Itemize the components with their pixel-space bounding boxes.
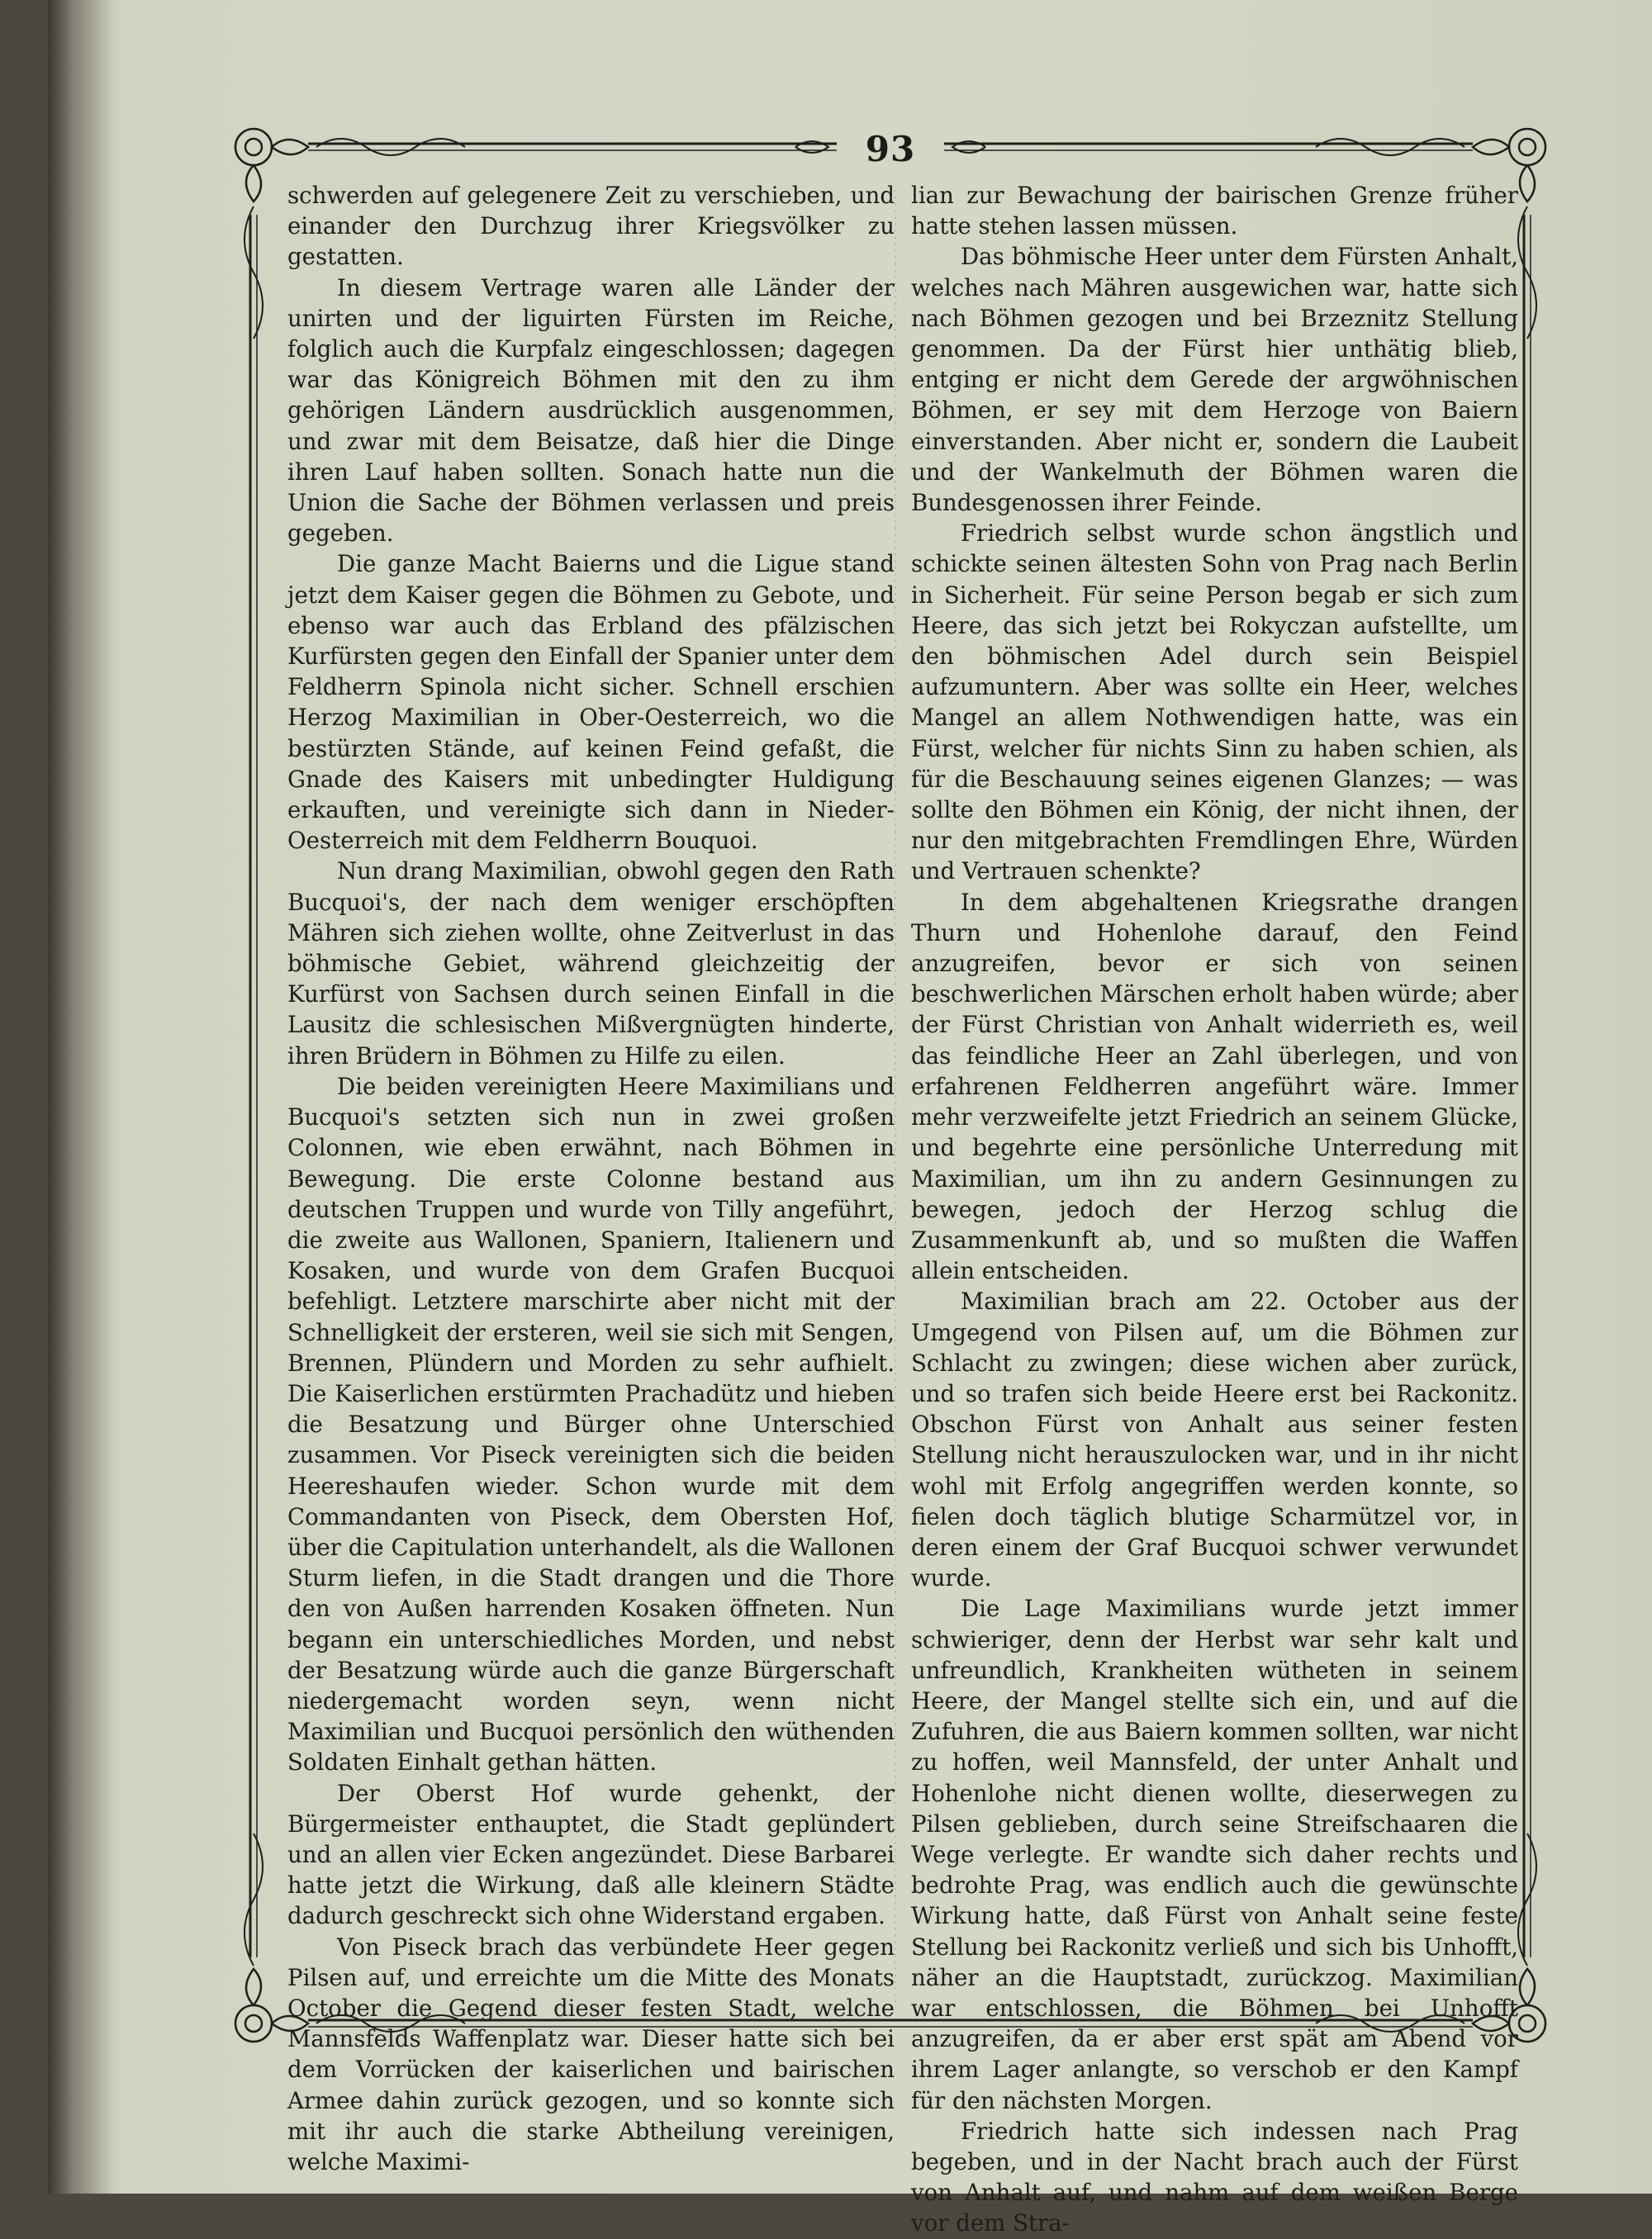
- column-divider: [895, 190, 896, 2007]
- paragraph: Friedrich hatte sich indessen nach Prag begeben, und in der Nacht brach auch der Fürst von Anhalt auf, und nahm auf dem weißen Berge vor dem Stra-: [911, 2117, 1518, 2237]
- paragraph: Die ganze Macht Baierns und die Ligue stand jetzt dem Kaiser gegen die Böhmen zu Gebote, und ebenso war auch das Erbland des pfälzischen Kurfürsten gegen den Einfall der Spanier unter dem Feldherrn Spinola nicht sicher. Schnell erschien Herzog Maximilian in Ober-Oesterreich, wo die bestürzten Stände, auf keinen Feind gefaßt, die Gnade des Kaisers mit unbedingter Huldigung erkauften, und vereinigte sich dann in Nieder-Oesterreich mit dem Feldherrn Bouquoi.: [287, 550, 895, 855]
- book-page: [48, 0, 1652, 2237]
- page-number: 93: [865, 129, 916, 169]
- paragraph: Maximilian brach am 22. October aus der Umgegend von Pilsen auf, um die Böhmen zur Schlacht zu zwingen; diese wichen aber zurück, und so trafen sich beide Heere erst bei Rackonitz. Obschon Fürst von Anhalt aus seiner festen Stellung nicht herauszulocken war, und in ihr nicht wohl mit Erfolg angegriffen werden konnte, so fielen doch täglich blutige Scharmützel vor, in deren einem der Graf Bucquoi schwer verwundet wurde.: [911, 1288, 1518, 1592]
- paragraph: Die Lage Maximilians wurde jetzt immer schwieriger, denn der Herbst war sehr kalt und unfreundlich, Krankheiten wütheten in seinem Heere, der Mangel stellte sich ein, und auf die Zufuhren, die aus Baiern kommen sollten, war nicht zu hoffen, weil Mannsfeld, der unter Anhalt und Hohenlohe nicht dienen wollte, dieserwegen zu Pilsen geblieben, durch seine Streifschaaren die Wege verlegte. Er wandte sich daher rechts und bedrohte Prag, was endlich auch die gewünschte Wirkung hatte, daß Fürst von Anhalt seine feste Stellung bei Rackonitz verließ und sich bis Unhofft, näher an die Hauptstadt, zurückzog. Maximilian war entschlossen, die Böhmen bei Unhofft anzugreifen, da er aber erst spät am Abend vor ihrem Lager anlangte, so verschob er den Kampf für den nächsten Morgen.: [911, 1595, 1518, 2114]
- paragraph: Friedrich selbst wurde schon ängstlich und schickte seinen ältesten Sohn von Prag nach Berlin in Sicherheit. Für seine Person begab er sich zum Heere, das sich jetzt bei Rokyczan aufstellte, um den böhmischen Adel durch sein Beispiel aufzumuntern. Aber was sollte ein Heer, welches Mangel an allem Nothwendigen hatte, was ein Fürst, welcher für nichts Sinn zu haben schien, als für die Beschauung seines eigenen Glanzes; — was sollte den Böhmen ein König, der nicht ihnen, der nur den mitgebrachten Fremdlingen Ehre, Würden und Vertrauen schenkte?: [911, 519, 1518, 885]
- paragraph: Die beiden vereinigten Heere Maximilians und Bucquoi's setzten sich nun in zwei großen Colonnen, wie eben erwähnt, nach Böhmen in Bewegung. Die erste Colonne bestand aus deutschen Truppen und wurde von Tilly angeführt, die zweite aus Wallonen, Spaniern, Italienern und Kosaken, und wurde von dem Grafen Bucquoi befehligt. Letztere marschirte aber nicht mit der Schnelligkeit der ersteren, weil sie sich mit Sengen, Brennen, Plündern und Morden zu sehr aufhielt. Die Kaiserlichen erstürmten Prachadütz und hieben die Besatzung und Bürger ohne Unterschied zusammen. Vor Piseck vereinigten sich die beiden Heereshaufen wieder. Schon wurde mit dem Commandanten von Piseck, dem Obersten Hof, über die Capitulation unterhandelt, als die Wallonen Sturm liefen, in die Stadt drangen und die Thore den von Außen harrenden Kosaken öffneten. Nun begann ein unterschiedliches Morden, und nebst der Besatzung würde auch die ganze Bürgerschaft niedergemacht worden seyn, wenn nicht Maximilian und Bucquoi persönlich den wüthenden Soldaten Einhalt gethan hätten.: [287, 1072, 895, 1776]
- ornamental-frame: [217, 124, 1564, 2237]
- paragraph: lian zur Bewachung der bairischen Grenze früher hatte stehen lassen müssen.: [911, 182, 1518, 240]
- gutter-shadow: [48, 0, 114, 2194]
- right-text-column: [911, 180, 1518, 2239]
- left-text-column: [287, 180, 895, 2177]
- paragraph: Nun drang Maximilian, obwohl gegen den Rath Bucquoi's, der nach dem weniger erschöpften Mähren sich ziehen wollte, ohne Zeitverlust in das böhmische Gebiet, während gleichzeitig der Kurfürst von Sachsen durch seinen Einfall in die Lausitz die schlesischen Mißvergnügten hinderte, ihren Brüdern in Böhmen zu Hilfe zu eilen.: [287, 857, 895, 1070]
- paragraph: Von Piseck brach das verbündete Heer gegen Pilsen auf, und erreichte um die Mitte des Monats October die Gegend dieser festen Stadt, welche Mannsfelds Waffenplatz war. Dieser hatte sich bei dem Vorrücken der kaiserlichen und bairischen Armee dahin zurück gezogen, und so konnte sich mit ihr auch die starke Abtheilung vereinigen, welche Maximi-: [287, 1933, 895, 2175]
- paragraph: schwerden auf gelegenere Zeit zu verschieben, und einander den Durchzug ihrer Kriegsvölker zu gestatten.: [287, 182, 895, 271]
- paragraph: In dem abgehaltenen Kriegsrathe drangen Thurn und Hohenlohe darauf, den Feind anzugreifen, bevor er sich von seinen beschwerlichen Märschen erholt haben würde; aber der Fürst Christian von Anhalt widerrieth es, weil das feindliche Heer an Zahl überlegen, und von erfahrenen Feldherren angeführt wäre. Immer mehr verzweifelte jetzt Friedrich an seinem Glücke, und begehrte eine persönliche Unterredung mit Maximilian, um ihn zu andern Gesinnungen zu bewegen, jedoch der Herzog schlug die Zusammenkunft ab, und so mußten die Waffen allein entscheiden.: [911, 888, 1518, 1285]
- paragraph: In diesem Vertrage waren alle Länder der unirten und der liguirten Fürsten im Reiche, folglich auch die Kurpfalz eingeschlossen; dagegen war das Königreich Böhmen mit den zu ihm gehörigen Ländern ausdrücklich ausgenommen, und zwar mit dem Beisatze, daß hier die Dinge ihren Lauf haben sollten. Sonach hatte nun die Union die Sache der Böhmen verlassen und preis gegeben.: [287, 273, 895, 548]
- paragraph: Das böhmische Heer unter dem Fürsten Anhalt, welches nach Mähren ausgewichen war, hatte sich nach Böhmen gezogen und bei Brzeznitz Stellung genommen. Da der Fürst hier unthätig blieb, entging er nicht dem Gerede der argwöhnischen Böhmen, er sey mit dem Herzoge von Baiern einverstanden. Aber nicht er, sondern die Laubeit und der Wankelmuth der Böhmen waren die Bundesgenossen ihrer Feinde.: [911, 243, 1518, 517]
- paragraph: Der Oberst Hof wurde gehenkt, der Bürgermeister enthauptet, die Stadt geplündert und an allen vier Ecken angezündet. Diese Barbarei hatte jetzt die Wirkung, daß alle kleinern Städte dadurch geschreckt sich ohne Widerstand ergaben.: [287, 1779, 895, 1930]
